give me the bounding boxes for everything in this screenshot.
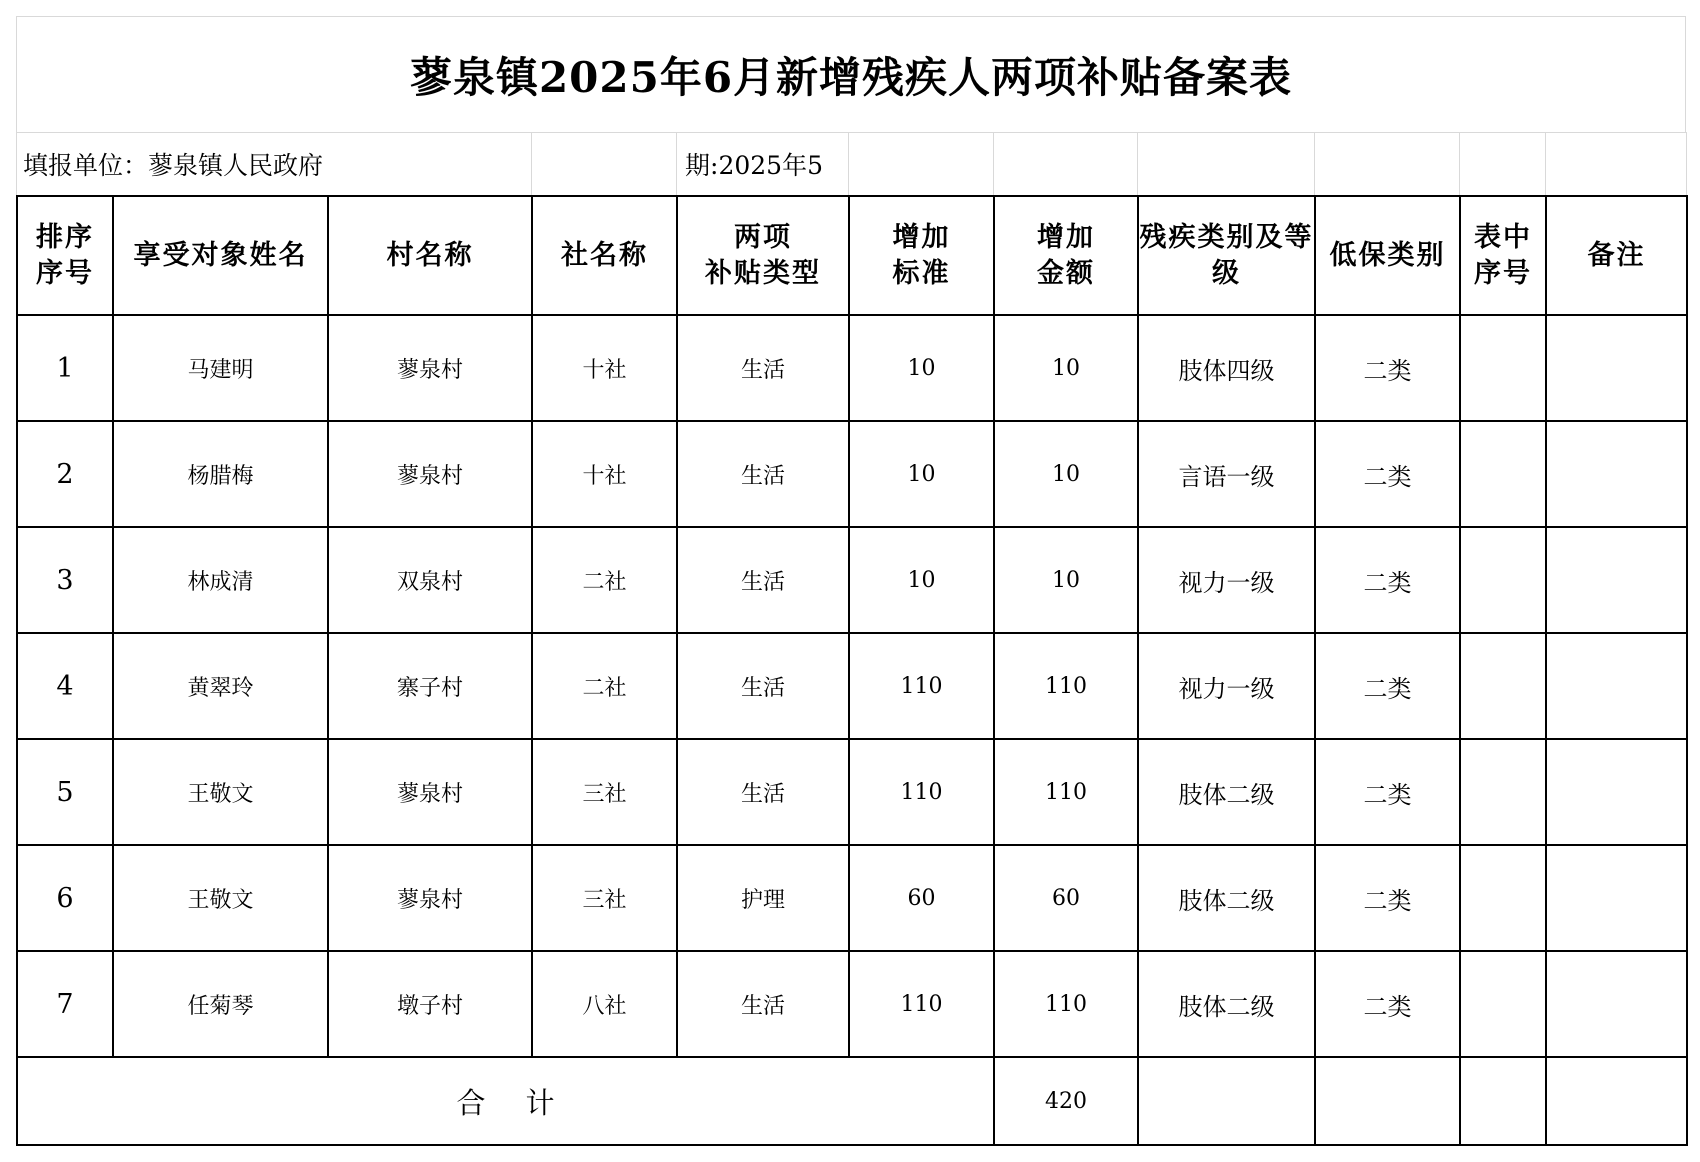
cell-group: 八社 [532, 951, 677, 1057]
cell-name: 林成清 [113, 527, 328, 633]
total-empty-cell [1546, 1057, 1687, 1145]
cell-disability: 肢体二级 [1138, 845, 1315, 951]
cell-subsidy-type: 生活 [677, 421, 849, 527]
header-standard: 增加 标准 [849, 196, 994, 315]
header-name: 享受对象姓名 [113, 196, 328, 315]
cell-subsidy-type: 护理 [677, 845, 849, 951]
cell-amount: 10 [994, 421, 1138, 527]
cell-remark [1546, 315, 1687, 421]
table-row [17, 951, 1687, 1057]
subsidy-table [16, 195, 1688, 1146]
table-row [17, 315, 1687, 421]
header-group: 社名称 [532, 196, 677, 315]
cell-group: 十社 [532, 421, 677, 527]
cell-standard: 110 [849, 739, 994, 845]
total-row [17, 1057, 1687, 1145]
cell-seq [1460, 951, 1546, 1057]
cell-group: 三社 [532, 845, 677, 951]
header-serial: 排序序号 [17, 196, 113, 315]
cell-remark [1546, 739, 1687, 845]
cell-disability: 肢体四级 [1138, 315, 1315, 421]
header-seq: 表中序号 [1460, 196, 1546, 315]
cell-seq [1460, 421, 1546, 527]
cell-village: 双泉村 [328, 527, 532, 633]
cell-subsidy-type: 生活 [677, 315, 849, 421]
cell-serial: 2 [17, 421, 113, 527]
cell-disability: 视力一级 [1138, 633, 1315, 739]
cell-disability: 言语一级 [1138, 421, 1315, 527]
cell-standard: 110 [849, 633, 994, 739]
cell-village: 寨子村 [328, 633, 532, 739]
cell-dibao: 二类 [1315, 315, 1460, 421]
title-band [16, 16, 1686, 132]
cell-disability: 视力一级 [1138, 527, 1315, 633]
cell-disability: 肢体二级 [1138, 739, 1315, 845]
cell-seq [1460, 739, 1546, 845]
cell-disability: 肢体二级 [1138, 951, 1315, 1057]
cell-name: 马建明 [113, 315, 328, 421]
cell-serial: 7 [17, 951, 113, 1057]
total-empty-cell [1315, 1057, 1460, 1145]
cell-dibao: 二类 [1315, 845, 1460, 951]
total-amount: 420 [994, 1057, 1138, 1145]
header-dibao: 低保类别 [1315, 196, 1460, 315]
cell-serial: 4 [17, 633, 113, 739]
cell-group: 十社 [532, 315, 677, 421]
cell-amount: 110 [994, 739, 1138, 845]
cell-amount: 110 [994, 633, 1138, 739]
cell-village: 墩子村 [328, 951, 532, 1057]
cell-standard: 10 [849, 315, 994, 421]
cell-serial: 3 [17, 527, 113, 633]
table-row [17, 421, 1687, 527]
cell-remark [1546, 527, 1687, 633]
header-amount: 增加 金额 [994, 196, 1138, 315]
table-row [17, 739, 1687, 845]
info-empty-cell [1315, 133, 1460, 196]
cell-standard: 60 [849, 845, 994, 951]
cell-dibao: 二类 [1315, 633, 1460, 739]
cell-village: 蓼泉村 [328, 421, 532, 527]
cell-remark [1546, 845, 1687, 951]
cell-village: 蓼泉村 [328, 845, 532, 951]
cell-village: 蓼泉村 [328, 315, 532, 421]
cell-dibao: 二类 [1315, 739, 1460, 845]
cell-amount: 110 [994, 951, 1138, 1057]
header-remark: 备注 [1546, 196, 1687, 315]
info-empty-cell [849, 133, 994, 196]
header-disability: 残疾类别及等级 [1138, 196, 1315, 315]
info-empty-cell [532, 133, 677, 196]
page-title: 蓼泉镇2025年6月新增残疾人两项补贴备案表 [409, 52, 1293, 102]
cell-dibao: 二类 [1315, 527, 1460, 633]
cell-standard: 10 [849, 421, 994, 527]
cell-seq [1460, 633, 1546, 739]
reporting-unit: 填报单位：蓼泉镇人民政府 [17, 133, 532, 196]
cell-standard: 110 [849, 951, 994, 1057]
info-empty-cell [1138, 133, 1315, 196]
total-label: 合计 [17, 1057, 994, 1145]
cell-remark [1546, 633, 1687, 739]
cell-group: 二社 [532, 527, 677, 633]
cell-serial: 5 [17, 739, 113, 845]
info-empty-cell [1546, 133, 1687, 196]
info-row [16, 132, 1687, 195]
cell-name: 王敬文 [113, 845, 328, 951]
table-row [17, 845, 1687, 951]
cell-dibao: 二类 [1315, 951, 1460, 1057]
total-empty-cell [1460, 1057, 1546, 1145]
cell-subsidy-type: 生活 [677, 527, 849, 633]
table-row [17, 633, 1687, 739]
cell-seq [1460, 845, 1546, 951]
cell-village: 蓼泉村 [328, 739, 532, 845]
cell-standard: 10 [849, 527, 994, 633]
cell-dibao: 二类 [1315, 421, 1460, 527]
cell-amount: 60 [994, 845, 1138, 951]
cell-name: 杨腊梅 [113, 421, 328, 527]
info-empty-cell [1460, 133, 1546, 196]
cell-seq [1460, 527, 1546, 633]
cell-group: 二社 [532, 633, 677, 739]
cell-remark [1546, 951, 1687, 1057]
cell-serial: 6 [17, 845, 113, 951]
cell-subsidy-type: 生活 [677, 739, 849, 845]
cell-group: 三社 [532, 739, 677, 845]
header-village: 村名称 [328, 196, 532, 315]
cell-subsidy-type: 生活 [677, 951, 849, 1057]
cell-name: 王敬文 [113, 739, 328, 845]
cell-name: 黄翠玲 [113, 633, 328, 739]
cell-amount: 10 [994, 315, 1138, 421]
cell-remark [1546, 421, 1687, 527]
report-date: 期:2025年5 [677, 133, 849, 196]
cell-serial: 1 [17, 315, 113, 421]
spreadsheet [16, 16, 1686, 1146]
cell-amount: 10 [994, 527, 1138, 633]
cell-subsidy-type: 生活 [677, 633, 849, 739]
info-empty-cell [994, 133, 1138, 196]
total-empty-cell [1138, 1057, 1315, 1145]
header-row [17, 196, 1687, 315]
header-subsidy-type: 两项 补贴类型 [677, 196, 849, 315]
cell-seq [1460, 315, 1546, 421]
cell-name: 任菊琴 [113, 951, 328, 1057]
table-row [17, 527, 1687, 633]
